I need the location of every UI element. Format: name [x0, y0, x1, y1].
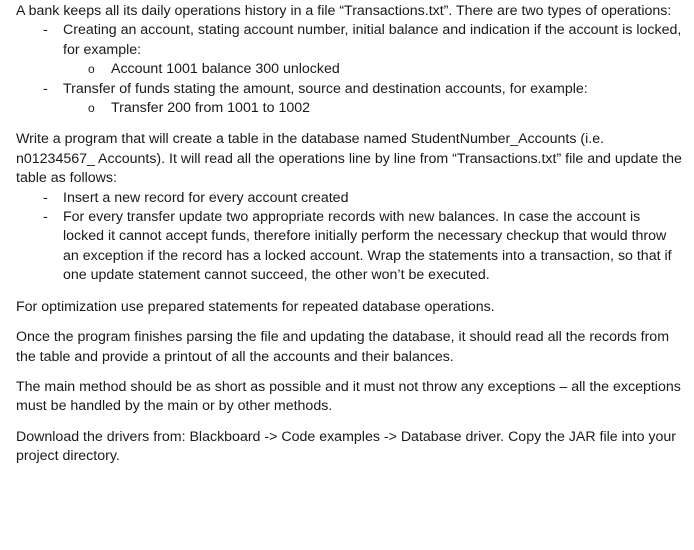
operation-types-list: [16, 21, 684, 118]
operation-example: Transfer 200 from 1001 to 1002: [111, 100, 311, 117]
example-list: [63, 60, 684, 79]
dash-bullet: -: [43, 189, 48, 206]
operation-example: Account 1001 balance 300 unlocked: [111, 61, 340, 78]
list-item: [63, 60, 684, 79]
optimization-paragraph: For optimization use prepared statements for repeated database operations.: [16, 298, 495, 315]
drivers-paragraph: Download the drivers from: Blackboard -> Code examples -> Database driver. Copy the JAR file into your project directory.: [16, 428, 677, 465]
printout-paragraph: Once the program finishes parsing the file and updating the database, it should read all the records from the table and provide a printout of all the accounts and their balances.: [16, 329, 670, 365]
dash-bullet: -: [43, 22, 48, 39]
circle-bullet: o: [88, 62, 95, 77]
list-item: [16, 21, 684, 79]
program-description-paragraph: Write a program that will create a table in the database named StudentNumber_Accounts (i.e. n01234567_ Accounts). It will read all the operations line by line from “Transactions.txt” file and update the table as follows:: [16, 131, 682, 187]
update-rule-text: Insert a new record for every account created: [63, 189, 349, 206]
example-list: [63, 99, 684, 118]
list-item: [63, 99, 684, 118]
circle-bullet: o: [88, 101, 95, 116]
dash-bullet: -: [43, 80, 48, 97]
dash-bullet: -: [43, 209, 48, 226]
main-method-paragraph: The main method should be as short as possible and it must not throw any exceptions – all the exceptions must be handled by the main or by other methods.: [16, 378, 681, 415]
operation-type-text: Creating an account, stating account number, initial balance and indication if the account is locked, for example:: [63, 22, 682, 58]
operation-type-text: Transfer of funds stating the amount, source and destination accounts, for example:: [63, 80, 588, 97]
list-item: [16, 208, 684, 286]
list-item: [16, 189, 684, 208]
list-item: [16, 80, 684, 119]
intro-paragraph: A bank keeps all its daily operations history in a file “Transactions.txt”. There are two types of operations:: [16, 3, 672, 19]
update-rule-text: For every transfer update two appropriate records with new balances. In case the account is locked it cannot accept funds, therefore initially perform the necessary checkup that would throw an exception if the record has a locked account. Wrap the statements into a transaction, so that if one update statement cannot succeed, the other won’t be executed.: [63, 209, 672, 284]
update-rules-list: [16, 189, 684, 286]
